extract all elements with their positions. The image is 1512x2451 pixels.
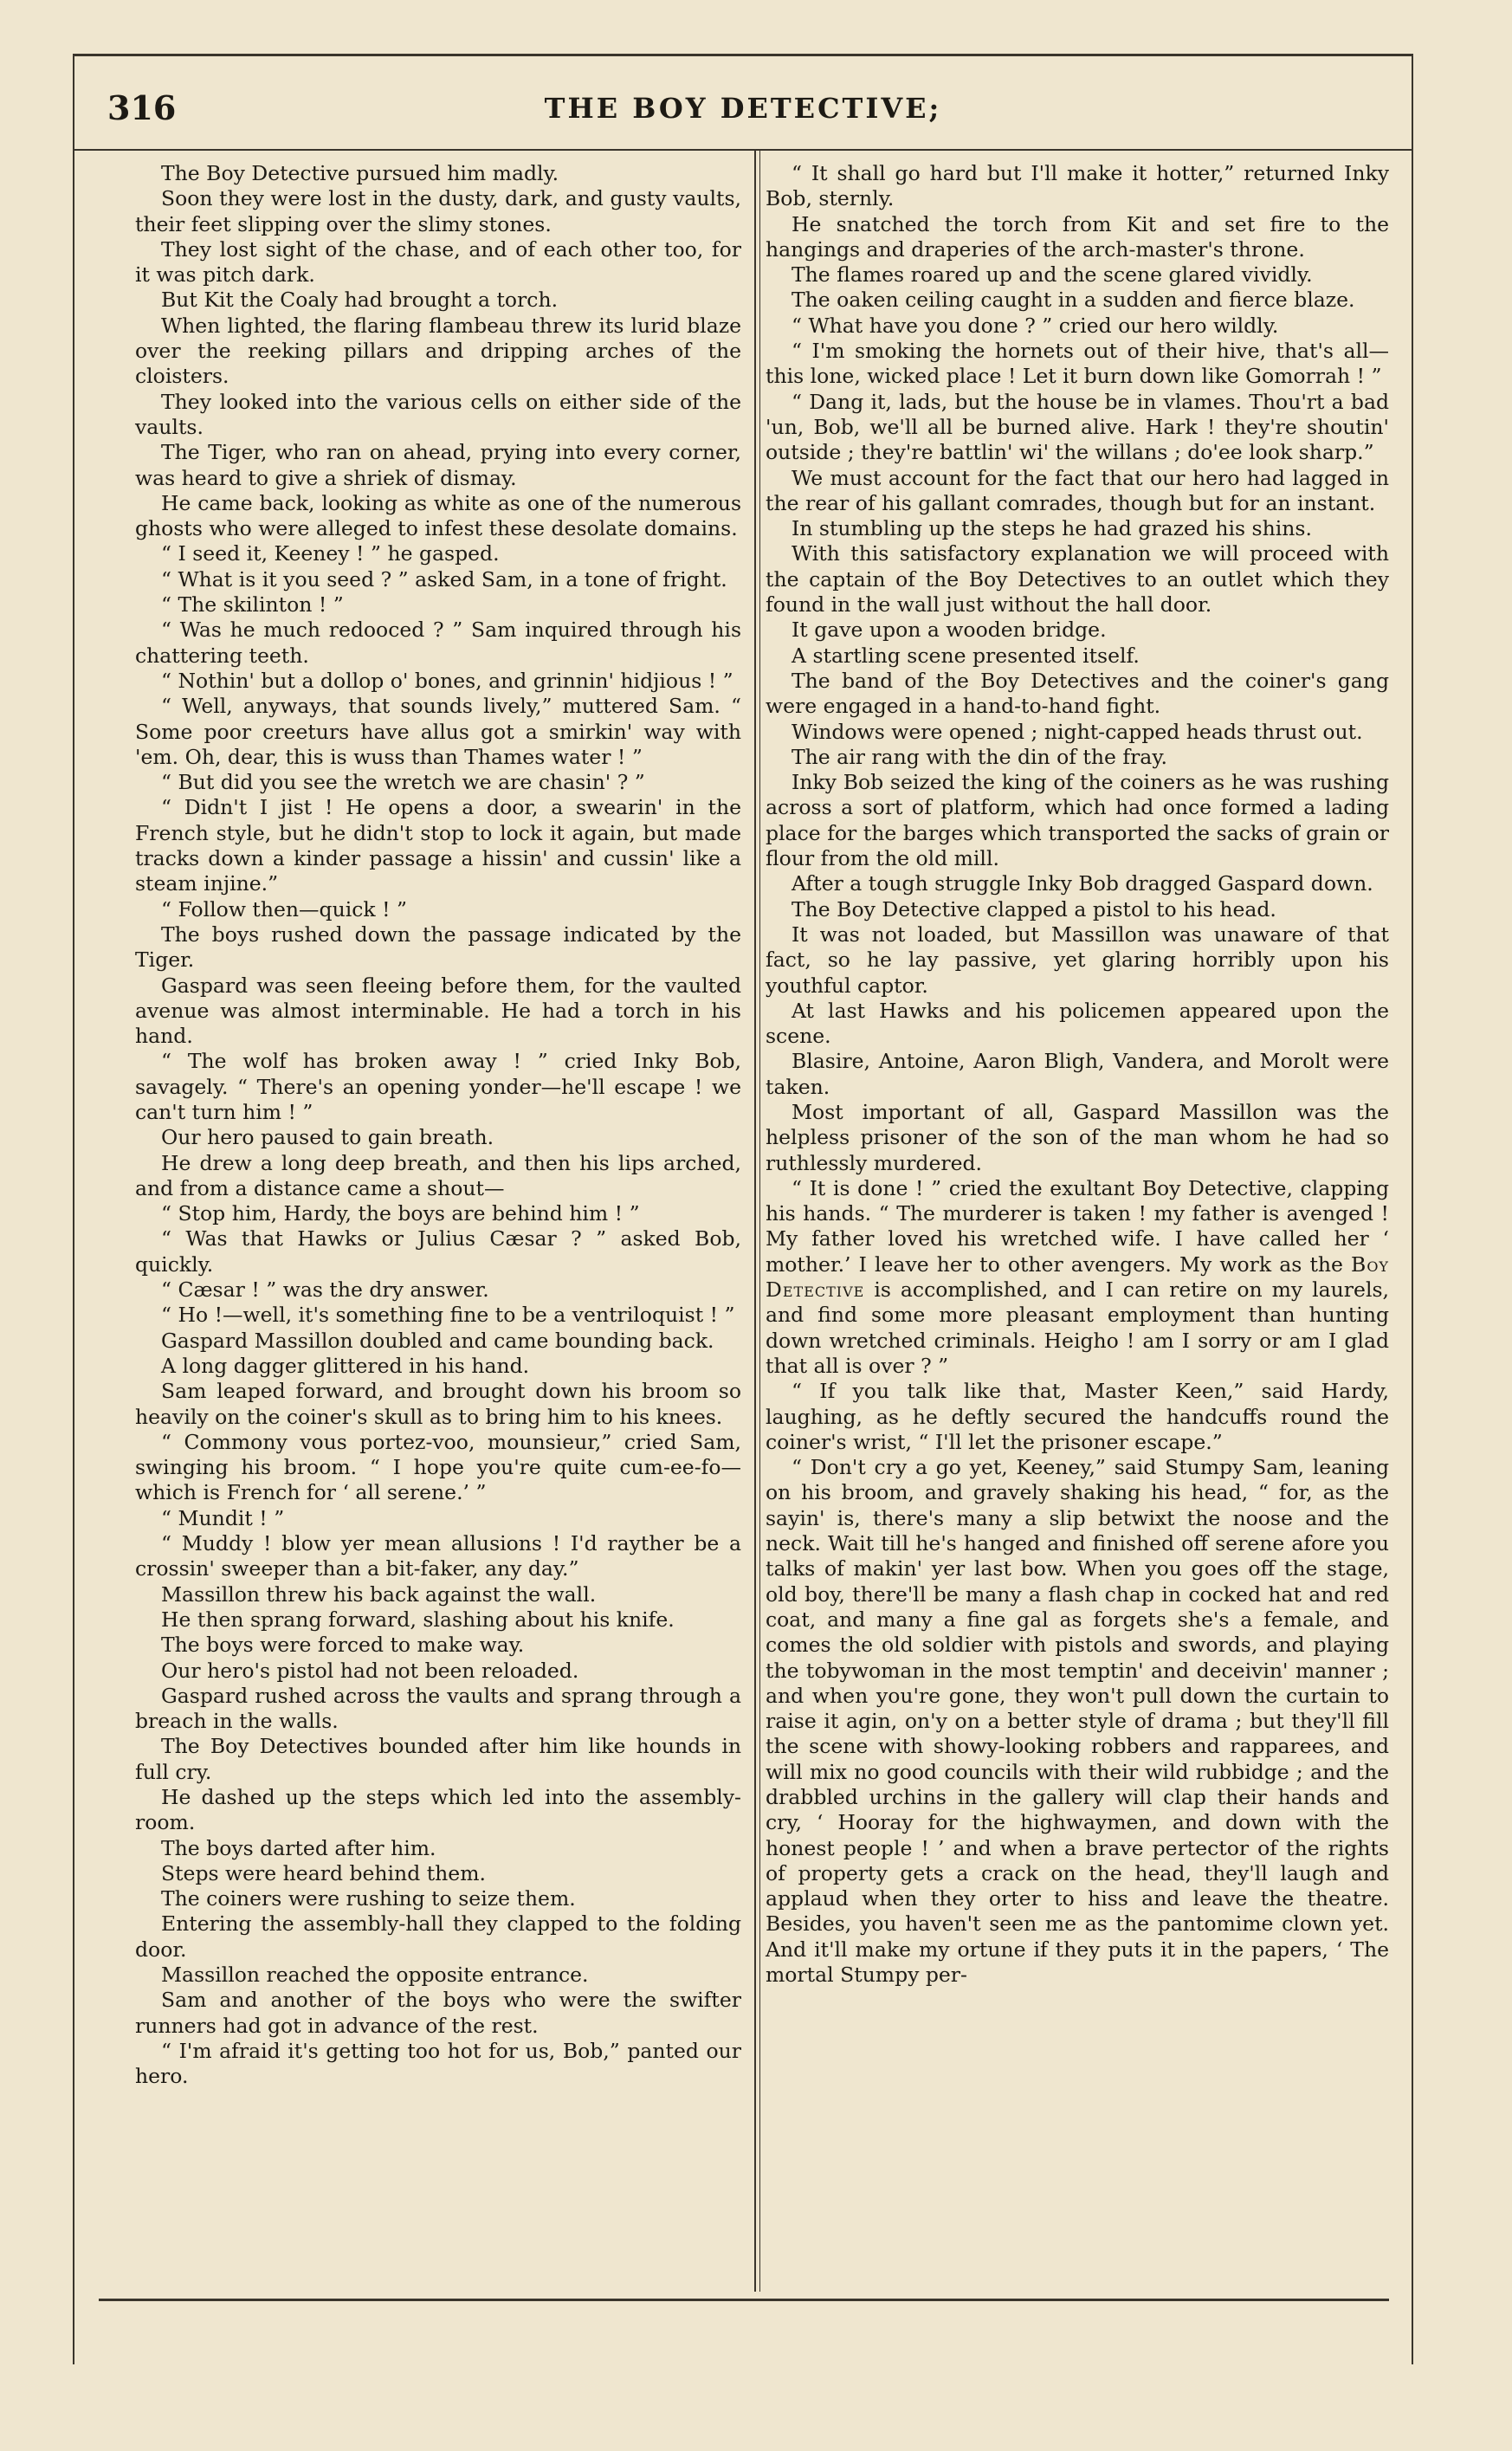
running-title: THE BOY DETECTIVE;: [544, 92, 942, 125]
paragraph: “ I'm smoking the hornets out of their hive, that's all—this lone, wicked place ! Let it burn down like Gomorrah ! ”: [766, 339, 1389, 389]
paragraph: The boys were forced to make way.: [161, 1633, 525, 1658]
paragraph: “ I seed it, Keeney ! ” he gasped.: [161, 541, 500, 566]
paragraph: At last Hawks and his policemen appeared upon the scene.: [766, 998, 1389, 1049]
paragraph: He then sprang forward, slashing about his knife.: [161, 1607, 675, 1632]
bottom-rule: [99, 2299, 1389, 2301]
paragraph: The Boy Detective pursued him madly.: [161, 161, 559, 185]
paragraph: “ Mundit ! ”: [161, 1505, 285, 1530]
paragraph: Gaspard rushed across the vaults and sprang through a breach in the walls.: [135, 1683, 741, 1734]
paragraph: Most important of all, Gaspard Massillon was the helpless prisoner of the son of the man whom he had so ruthlessly murdered.: [766, 1099, 1389, 1175]
paragraph: “ Was he much redooced ? ” Sam inquired through his chattering teeth.: [135, 618, 741, 668]
header-rule: [73, 149, 1413, 151]
paragraph: We must account for the fact that our hero had lagged in the rear of his gallant comrades, though but for an instant.: [766, 465, 1389, 515]
paragraph: “ I'm afraid it's getting too hot for us, Bob,” panted our hero.: [135, 2038, 741, 2089]
paragraph: The flames roared up and the scene glared vividly.: [792, 262, 1313, 288]
paragraph: He drew a long deep breath, and then his lips arched, and from a distance came a shout—: [135, 1150, 741, 1200]
paragraph: “ Nothin' but a dollop o' bones, and grinnin' hidjious ! ”: [161, 668, 733, 693]
right-border: [1412, 54, 1413, 2364]
paragraph: Massillon reached the opposite entrance.: [161, 1963, 589, 1988]
paragraph: Soon they were lost in the dusty, dark, and gusty vaults, their feet slipping over the slimy stones.: [135, 186, 741, 236]
paragraph: Entering the assembly-hall they clapped to the folding door.: [135, 1911, 741, 1962]
paragraph: Massillon threw his back against the wall.: [161, 1581, 597, 1607]
book-page: [73, 54, 1413, 2364]
paragraph: He snatched the torch from Kit and set fire to the hangings and draperies of the arch-master's throne.: [766, 211, 1389, 262]
paragraph: When lighted, the flaring flambeau threw its lurid blaze over the reeking pillars and dripping arches of the cloisters.: [135, 313, 741, 389]
paragraph: Gaspard Massillon doubled and came bounding back.: [161, 1328, 714, 1353]
paragraph: It was not loaded, but Massillon was unaware of that fact, so he lay passive, yet glaring horribly upon his youthful captor.: [766, 922, 1389, 998]
paragraph: “ What have you done ? ” cried our hero wildly.: [792, 313, 1279, 338]
paragraph: With this satisfactory explanation we will proceed with the captain of the Boy Detectives to an outlet which they found in the wall just without the hall door.: [766, 541, 1389, 618]
paragraph: But Kit the Coaly had brought a torch.: [161, 288, 559, 313]
paragraph: “ The wolf has broken away ! ” cried Inky Bob, savagely. “ There's an opening yonder—he'll escape ! we can't turn him ! ”: [135, 1049, 741, 1124]
left-column: [135, 161, 741, 2090]
paragraph: Inky Bob seized the king of the coiners as he was rushing across a sort of platform, which had once formed a lading place for the barges which transported the sacks of grain or flour from the old mill.: [766, 770, 1389, 871]
left-border: [73, 54, 74, 2364]
paragraph: “ The skilinton ! ”: [161, 592, 344, 618]
paragraph: “ What is it you seed ? ” asked Sam, in a tone of fright.: [161, 566, 727, 592]
paragraph: “ Commony vous portez-voo, mounsieur,” cried Sam, swinging his broom. “ I hope you're quite cum-ee-fo—which is French for ‘ all serene.’ ”: [135, 1429, 741, 1505]
paragraph: “ But did you see the wretch we are chasin' ? ”: [161, 770, 645, 795]
paragraph: “ Ho !—well, it's something fine to be a ventriloquist ! ”: [161, 1303, 735, 1328]
paragraph: The coiners were rushing to seize them.: [161, 1886, 576, 1911]
paragraph: The band of the Boy Detectives and the coiner's gang were engaged in a hand-to-hand fight.: [766, 668, 1389, 719]
paragraph: “ Dang it, lads, but the house be in vlames. Thou'rt a bad 'un, Bob, we'll all be burned alive. Hark ! they're shoutin' outside ; they're battlin' wi' the willans ; do'ee look sharp.”: [766, 389, 1389, 465]
paragraph: The boys darted after him.: [161, 1835, 436, 1860]
paragraph: They looked into the various cells on either side of the vaults.: [135, 389, 741, 439]
paragraph: “ Was that Hawks or Julius Cæsar ? ” asked Bob, quickly.: [135, 1226, 741, 1277]
paragraph: Our hero's pistol had not been reloaded.: [161, 1658, 579, 1683]
paragraph: “ Stop him, Hardy, the boys are behind him ! ”: [161, 1201, 640, 1226]
paragraph: Our hero paused to gain breath.: [161, 1125, 494, 1150]
paragraph: Blasire, Antoine, Aaron Bligh, Vandera, and Morolt were taken.: [766, 1049, 1389, 1099]
page-header: [73, 88, 1413, 144]
paragraph: “ Muddy ! blow yer mean allusions ! I'd rayther be a crossin' sweeper than a bit-faker, any day.”: [135, 1531, 741, 1581]
paragraph: “ It shall go hard but I'll make it hotter,” returned Inky Bob, sternly.: [766, 161, 1389, 211]
paragraph: Gaspard was seen fleeing before them, for the vaulted avenue was almost interminable. He had a torch in his hand.: [135, 973, 741, 1049]
paragraph: He dashed up the steps which led into the assembly-room.: [135, 1785, 741, 1835]
top-rule: [73, 54, 1413, 56]
paragraph: “ If you talk like that, Master Keen,” said Hardy, laughing, as he deftly secured the handcuffs round the coiner's wrist, “ I'll let the prisoner escape.”: [766, 1379, 1389, 1454]
paragraph: It gave upon a wooden bridge.: [792, 618, 1107, 643]
paragraph: Sam leaped forward, and brought down his broom so heavily on the coiner's skull as to bring him to his knees.: [135, 1379, 741, 1429]
column-divider-inner: [759, 151, 760, 2292]
right-column: [766, 161, 1389, 1988]
paragraph: Steps were heard behind them.: [161, 1860, 486, 1885]
paragraph: They lost sight of the chase, and of each other too, for it was pitch dark.: [135, 236, 741, 288]
paragraph: “ Well, anyways, that sounds lively,” muttered Sam. “ Some poor creeturs have allus got a smirkin' way with 'em. Oh, dear, this is wuss than Thames water ! ”: [135, 694, 741, 769]
paragraph: After a tough struggle Inky Bob dragged Gaspard down.: [792, 871, 1373, 896]
paragraph: “ Didn't I jist ! He opens a door, a swearin' in the French style, but he didn't stop to lock it again, but made tracks down a kinder passage a hissin' and cussin' like a steam injine.”: [135, 795, 741, 896]
paragraph: “ Follow then—quick ! ”: [161, 896, 408, 922]
paragraph: A long dagger glittered in his hand.: [161, 1353, 530, 1378]
paragraph: The air rang with the din of the fray.: [792, 744, 1167, 769]
small-caps-title: Boy Detective: [766, 1251, 1389, 1303]
paragraph: He came back, looking as white as one of the numerous ghosts who were alleged to infest these desolate domains.: [135, 490, 741, 541]
paragraph: Windows were opened ; night-capped heads thrust out.: [792, 719, 1363, 744]
paragraph: Sam and another of the boys who were the swifter runners had got in advance of the rest.: [135, 1988, 741, 2038]
column-divider: [754, 151, 756, 2292]
paragraph: The Boy Detectives bounded after him like hounds in full cry.: [135, 1734, 741, 1784]
paragraph: The oaken ceiling caught in a sudden and fierce blaze.: [792, 288, 1355, 313]
paragraph: “ It is done ! ” cried the exultant Boy Detective, clapping his hands. “ The murderer is taken ! my father is avenged ! My father loved his wretched wife. I have called her ‘ mother.’ I leave her to other avengers. My work as the Boy Detective is accomplished, and I can retire on my laurels, and find some more pleasant employment than hunting down wretched criminals. Heigho ! am I sorry or am I glad that all is over ? ”: [766, 1175, 1389, 1378]
paragraph: The boys rushed down the passage indicated by the Tiger.: [135, 922, 741, 973]
paragraph: The Tiger, who ran on ahead, prying into every corner, was heard to give a shriek of dismay.: [135, 440, 741, 490]
paragraph: The Boy Detective clapped a pistol to his head.: [792, 896, 1276, 922]
page-number: 316: [107, 88, 177, 127]
paragraph: “ Don't cry a go yet, Keeney,” said Stumpy Sam, leaning on his broom, and gravely shaking his head, “ for, as the sayin' is, there's many a slip betwixt the noose and the neck. Wait till he's hanged and finished off serene afore you talks of makin' yer last bow. When you goes off the stage, old boy, there'll be many a flash chap in cocked hat and red coat, and many a fine gal as forgets she's a female, and comes the old soldier with pistols and swords, and playing the tobywoman in the most temptin' and deceivin' manner ; and when you're gone, they won't pull down the curtain to raise it agin, on'y on a better style of drama ; but they'll fill the scene with showy-looking robbers and rapparees, and will mix no good councils with their wild rubbidge ; and the drabbled urchins in the gallery will clap their hands and cry, ‘ Hooray for the highwaymen, and down with the honest people ! ’ and when a brave pertector of the rights of property gets a crack on the head, they'll laugh and applaud when they orter to hiss and leave the theatre. Besides, you haven't seen me as the pantomime clown yet. And it'll make my ortune if they puts it in the papers, ‘ The mortal Stumpy per-: [766, 1455, 1389, 1988]
paragraph: “ Cæsar ! ” was the dry answer.: [161, 1277, 489, 1303]
paragraph: A startling scene presented itself.: [792, 643, 1140, 668]
paragraph: In stumbling up the steps he had grazed his shins.: [792, 516, 1312, 541]
